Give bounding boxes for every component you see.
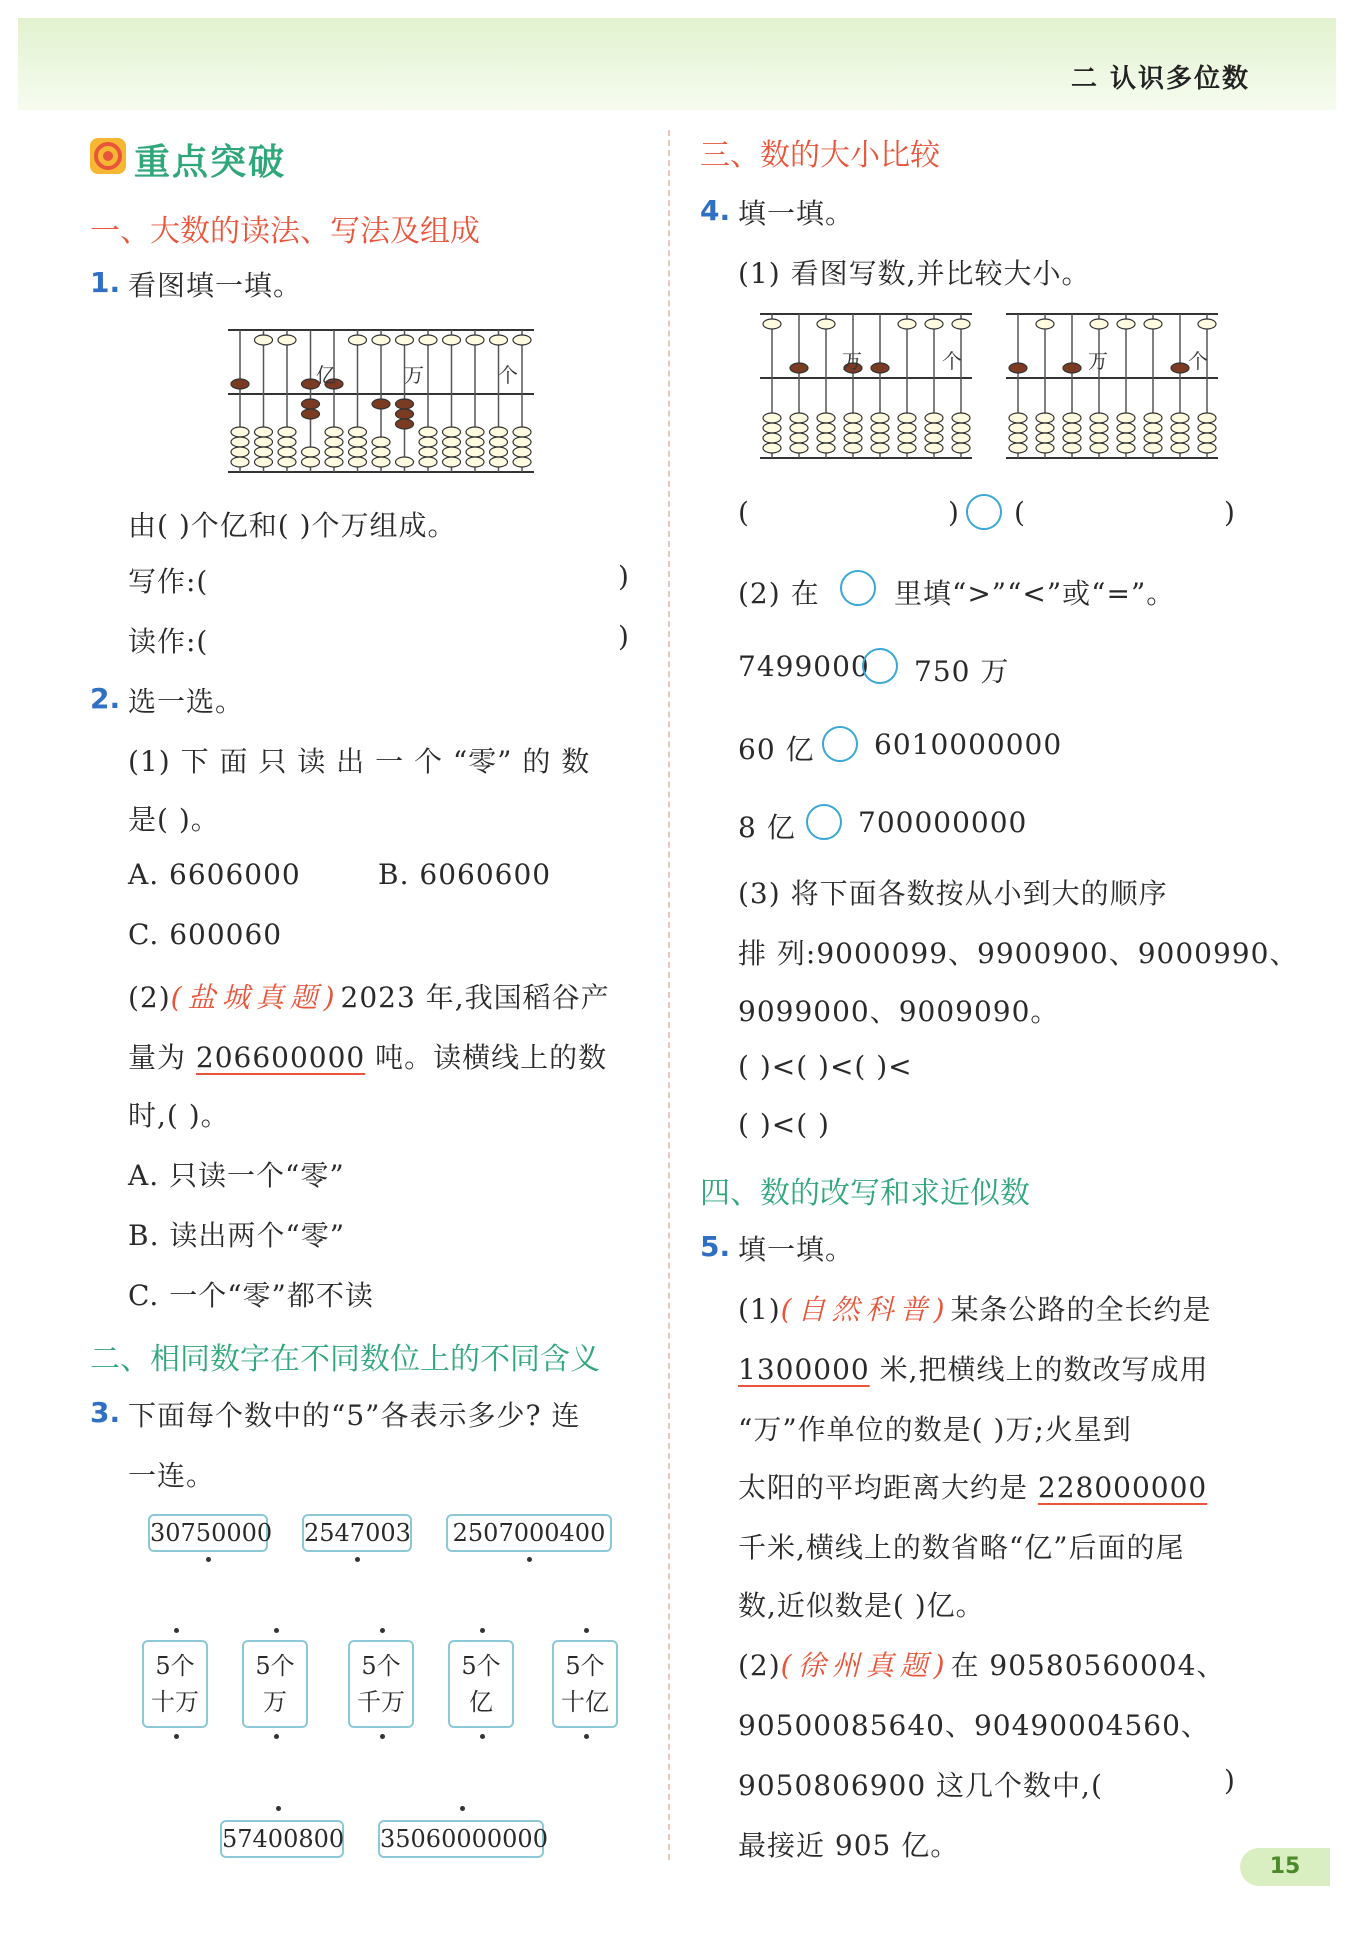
meaning-box-yi: 5个 亿 [448, 1640, 514, 1728]
question-number-1: 1. [90, 266, 121, 299]
q2-part1-line-a: (1) 下 面 只 读 出 一 个 “零” 的 数 [128, 745, 591, 778]
compare-circle-3[interactable] [806, 804, 842, 840]
q5-part1-line-f: 数,近似数是( )亿。 [738, 1589, 985, 1622]
underlined-number-road: 1300000 [738, 1353, 870, 1386]
question-1-text: 看图填一填。 [128, 269, 303, 302]
q4-part3-line-b: 排 列:9000099、9900900、9000990、 [738, 937, 1299, 970]
q5-part2-line-d: 最接近 905 亿。 [738, 1829, 960, 1862]
compare-circle-2[interactable] [822, 726, 858, 762]
compare-1-right: 750 万 [914, 655, 1010, 688]
abacus3-label-wan: 万 [1088, 349, 1108, 373]
q2-option-c: C. 600060 [128, 918, 283, 951]
abacus-label-ge: 个 [498, 363, 518, 387]
underlined-number: 206600000 [195, 1041, 366, 1074]
meaning-box-shiyi: 5个 十亿 [552, 1640, 618, 1728]
number-box-bottom-1: 57400800 [220, 1820, 344, 1858]
meaning-box-qianwan: 5个 千万 [348, 1640, 414, 1728]
q5-part2-line-b: 90500085640、90490004560、 [738, 1709, 1210, 1742]
question-4-text: 填一填。 [738, 197, 855, 230]
q4-paren-left-close: ) [948, 496, 960, 529]
abacus2-label-wan: 万 [842, 349, 862, 373]
compare-2-right: 6010000000 [874, 728, 1063, 761]
q1-line-composition: 由( )个亿和( )个万组成。 [128, 509, 457, 542]
section-heading-4: 四、数的改写和求近似数 [700, 1176, 1030, 1211]
q4-part3-line-d: ( )<( )<( )< [738, 1050, 913, 1083]
q2-option-c2: C. 一个“零”都不读 [128, 1279, 374, 1312]
q2-part2-line-a: (2)(盐城真题)2023 年,我国稻谷产 [128, 981, 610, 1014]
q5-part1-line-d: 太阳的平均距离大约是 228000000 [738, 1471, 1208, 1504]
source-tag-yancheng: (盐城真题) [170, 981, 341, 1014]
q5-part1-line-a: (1)(自然科普)某条公路的全长约是 [738, 1293, 1212, 1326]
abacus-figure-1 [228, 320, 534, 480]
q2-part1-line-b: 是( )。 [128, 803, 220, 836]
question-number-4: 4. [700, 194, 731, 227]
q4-part3-line-e: ( )<( ) [738, 1108, 830, 1141]
q2-option-b2: B. 读出两个“零” [128, 1219, 346, 1252]
q4-paren-left-open: ( [738, 496, 750, 529]
abacus-label-yi: 亿 [316, 363, 336, 387]
section-heading-3: 三、数的大小比较 [700, 138, 940, 173]
q2-option-a: A. 6606000 [128, 858, 301, 891]
q2-option-a2: A. 只读一个“零” [128, 1159, 345, 1192]
question-number-5: 5. [700, 1230, 731, 1263]
section-heading-1: 一、大数的读法、写法及组成 [90, 214, 480, 249]
q1-write-close: ) [618, 560, 630, 593]
compare-circle-instruction [840, 570, 876, 606]
question-5-text: 填一填。 [738, 1233, 855, 1266]
q3-text-b: 一连。 [128, 1459, 216, 1492]
source-tag-xuzhou: (徐州真题) [780, 1649, 951, 1682]
q1-line-write: 写作:( [128, 565, 209, 598]
q1-line-read: 读作:( [128, 625, 209, 658]
chapter-title: 二 认识多位数 [1070, 64, 1250, 94]
section-heading-2: 二、相同数字在不同数位上的不同含义 [90, 1342, 600, 1377]
q5-part2-close: ) [1224, 1764, 1236, 1797]
q5-part2-line-a: (2)(徐州真题)在 90580560004、 [738, 1649, 1226, 1682]
number-box-top-1: 30750000 [148, 1514, 268, 1552]
q2-part2-line-c: 时,( )。 [128, 1099, 230, 1132]
meaning-box-wan: 5个 万 [242, 1640, 308, 1728]
abacus-label-wan: 万 [404, 363, 424, 387]
q5-part1-line-b: 1300000 米,把横线上的数改写成用 [738, 1353, 1209, 1386]
compare-circle-1[interactable] [862, 648, 898, 684]
number-box-top-2: 2547003 [302, 1514, 412, 1552]
compare-circle-main[interactable] [966, 494, 1002, 530]
section-title: 重点突破 [134, 142, 287, 183]
page-number: 15 [1240, 1848, 1330, 1886]
compare-3-right: 700000000 [858, 806, 1028, 839]
number-box-bottom-2: 35060000000 [378, 1820, 544, 1858]
compare-3-left: 8 亿 [738, 811, 796, 844]
q5-part1-line-e: 千米,横线上的数省略“亿”后面的尾 [738, 1531, 1185, 1564]
question-number-2: 2. [90, 682, 121, 715]
q2-part2-line-b: 量为 206600000 吨。读横线上的数 [128, 1041, 608, 1074]
abacus-figure-2 [760, 306, 972, 464]
q4-part3-line-c: 9099000、9009090。 [738, 995, 1060, 1028]
abacus3-label-ge: 个 [1188, 349, 1208, 373]
compare-2-left: 60 亿 [738, 733, 815, 766]
q5-part2-line-c: 9050806900 这几个数中,( [738, 1769, 1103, 1802]
abacus2-label-ge: 个 [942, 349, 962, 373]
abacus-figure-3 [1006, 306, 1218, 464]
question-2-text: 选一选。 [128, 685, 245, 718]
q4-part2-text-b: 里填“>”“<”或“=”。 [894, 577, 1176, 610]
q4-paren-right-open: ( [1014, 496, 1026, 529]
column-divider [668, 130, 670, 1860]
target-icon [90, 138, 126, 174]
q3-text-a: 下面每个数中的“5”各表示多少? 连 [128, 1399, 581, 1432]
compare-1-left: 7499000 [738, 650, 870, 683]
underlined-number-mars: 228000000 [1037, 1471, 1208, 1504]
q4-part1-text: (1) 看图写数,并比较大小。 [738, 257, 1091, 290]
question-number-3: 3. [90, 1396, 121, 1429]
q4-paren-right-close: ) [1224, 496, 1236, 529]
meaning-box-shiwan: 5个 十万 [142, 1640, 208, 1728]
q1-read-close: ) [618, 620, 630, 653]
number-box-top-3: 2507000400 [446, 1514, 612, 1552]
source-tag-science: (自然科普) [780, 1293, 951, 1326]
q4-part3-line-a: (3) 将下面各数按从小到大的顺序 [738, 877, 1168, 910]
q5-part1-line-c: “万”作单位的数是( )万;火星到 [738, 1413, 1132, 1446]
q4-part2-text-a: (2) 在 [738, 577, 820, 610]
q2-option-b: B. 6060600 [378, 858, 552, 891]
